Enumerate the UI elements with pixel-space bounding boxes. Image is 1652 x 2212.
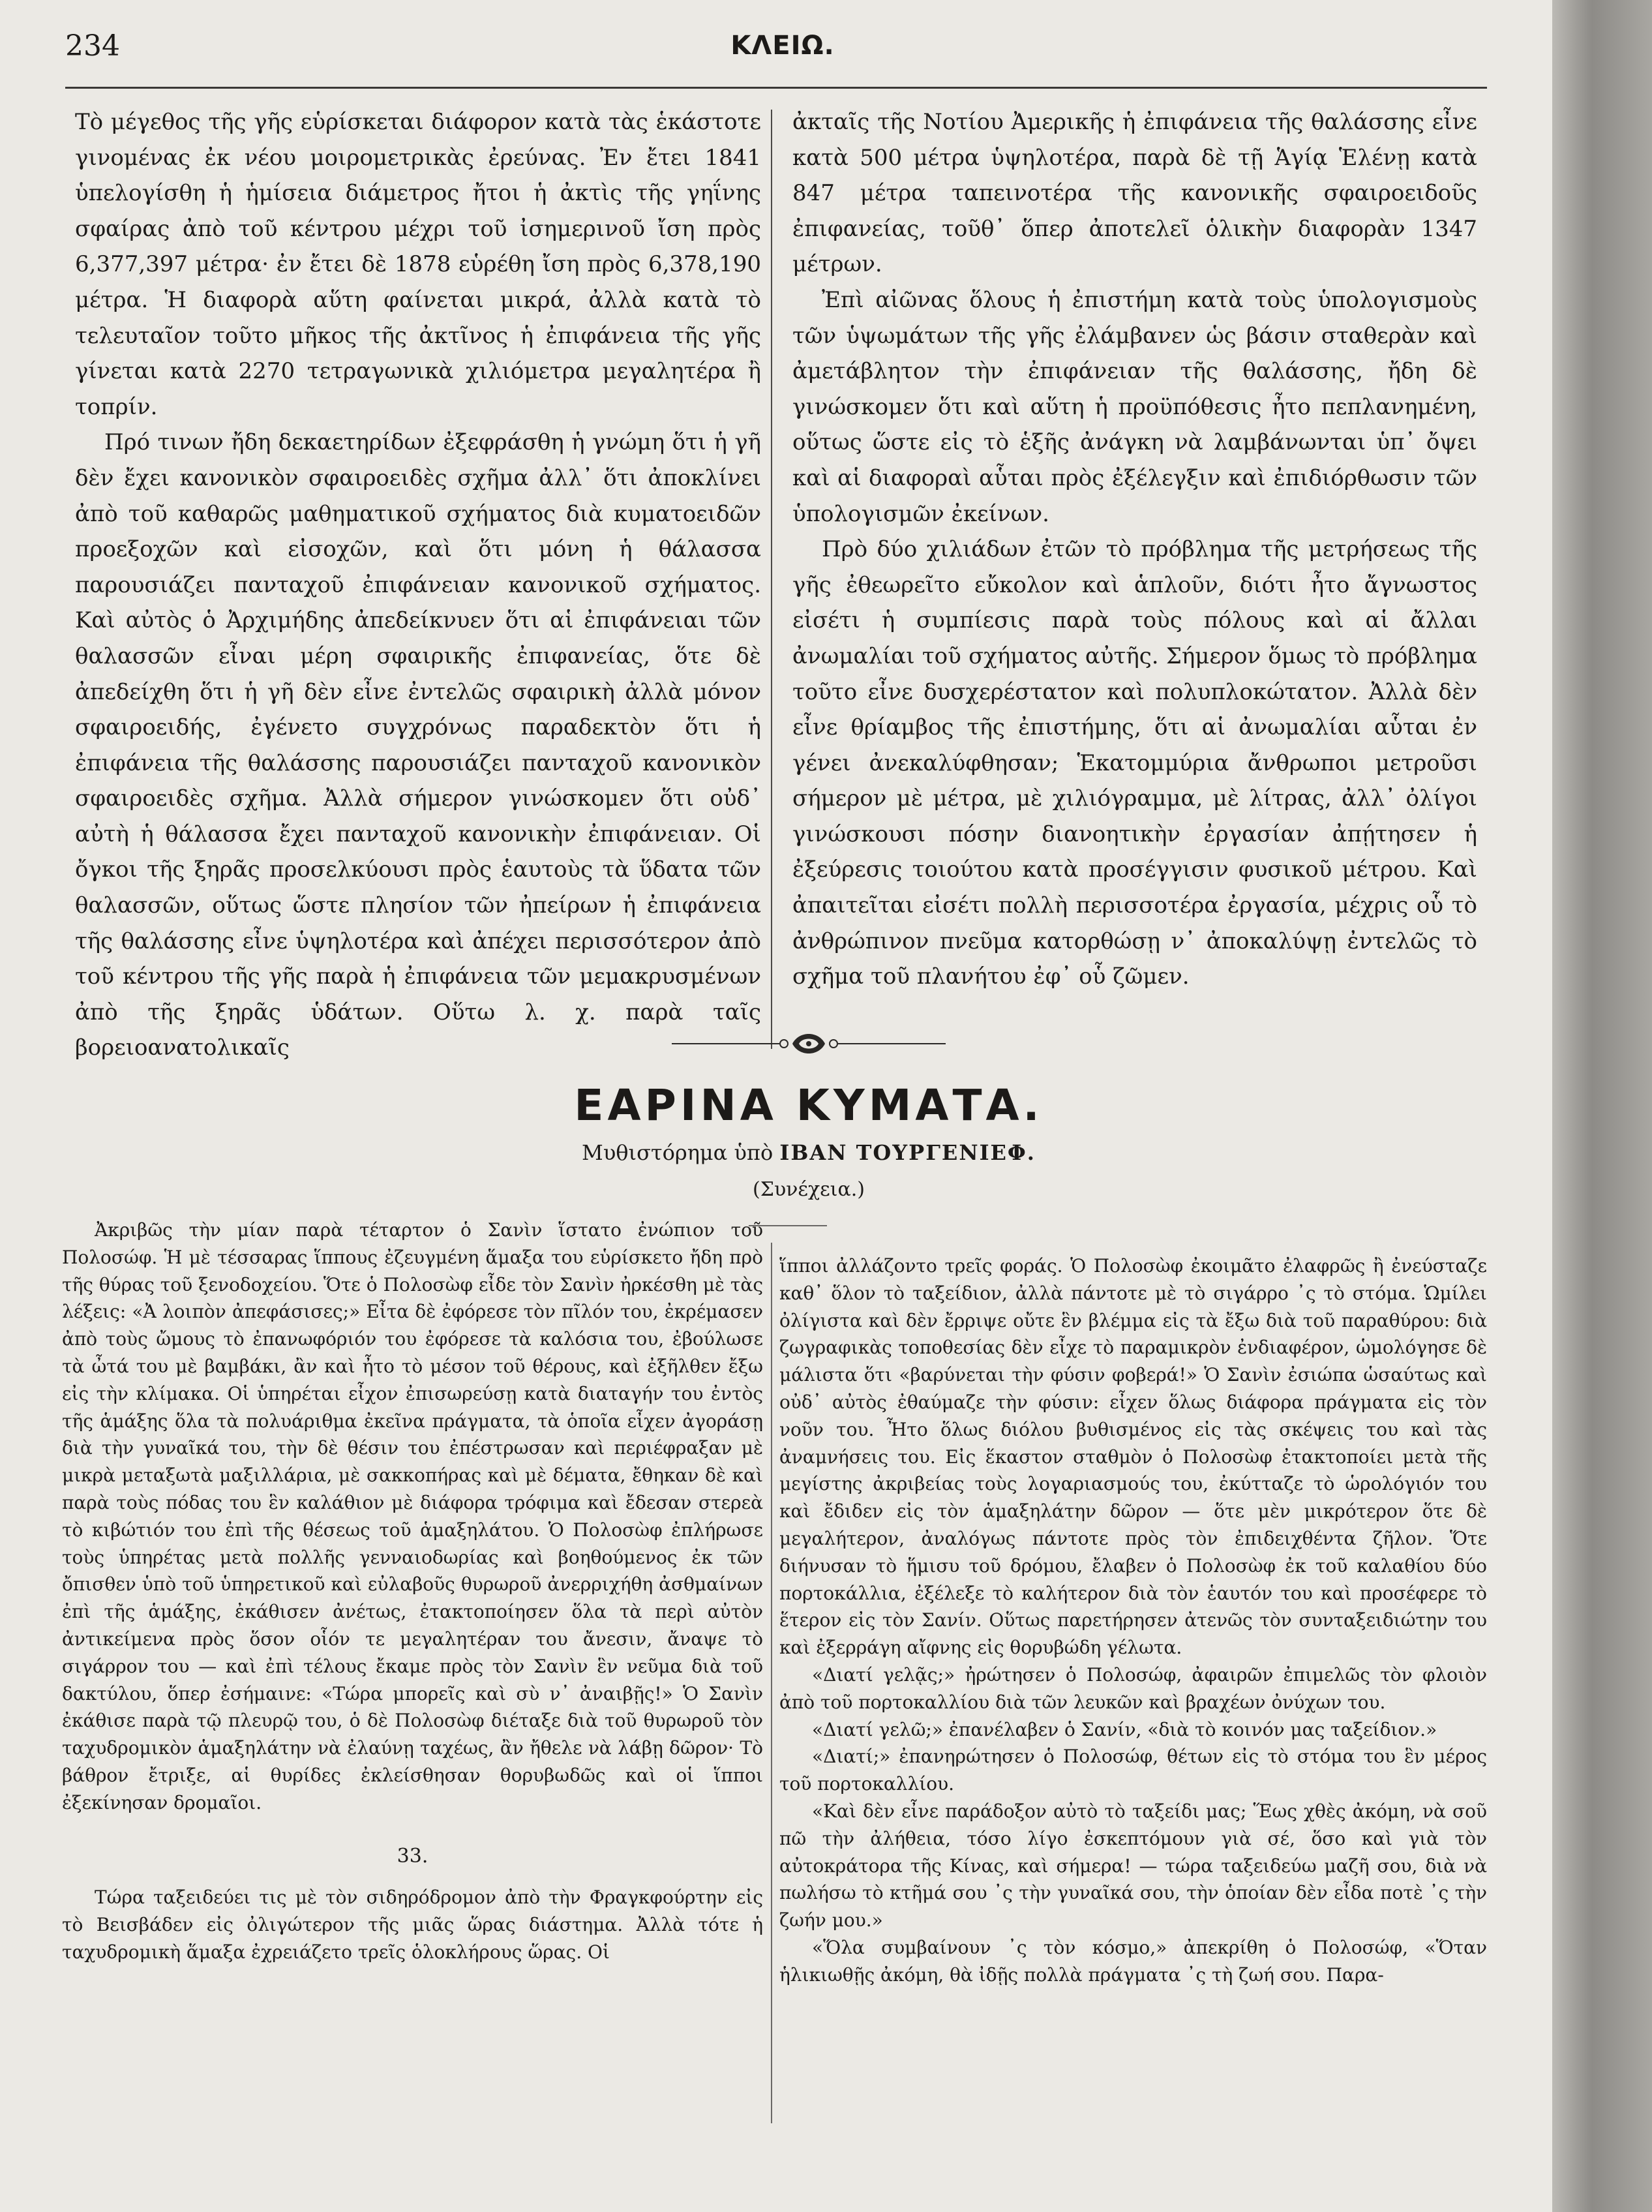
story-column-divider xyxy=(771,1243,772,2123)
story-paragraph: «Διατί;» ἐπανηρώτησεν ὁ Πολοσώφ, θέτων εἰς τὸ στόμα του ἓν μέρος τοῦ πορτοκαλλίου. xyxy=(779,1746,1487,1795)
story-paragraph: «Διατί γελᾷς;» ἠρώτησεν ὁ Πολοσώφ, ἀφαιρῶν ἐπιμελῶς τὸν φλοιὸν ἀπὸ τοῦ πορτοκαλλίου διὰ τῶν λευκῶν καὶ βραχέων ὀνύχων του. xyxy=(779,1663,1487,1713)
column-divider xyxy=(771,110,772,1049)
author-name: ΙΒΑΝ ΤΟΥΡΓΕΝΙΕΦ. xyxy=(779,1140,1036,1165)
article-paragraph: Πρό τινων ἤδη δεκαετηρίδων ἐξεφράσθη ἡ γνώμη ὅτι ἡ γῆ δὲν ἔχει κανονικὸν σφαιροειδὲς σχῆμα ἀλλ᾽ ὅτι ἀποκλίνει ἀπὸ τοῦ καθαρῶς μαθηματικοῦ σχήματος διὰ κυματοειδῶν προεξοχῶν καὶ εἰσοχῶν, καὶ ὅτι μόνη ἡ θάλασσα παρουσιάζει πανταχοῦ ἐπιφάνειαν κανονικοῦ σχήματος. Καὶ αὐτὸς ὁ Ἀρχιμήδης ἀπεδείκνυεν ὅτι αἱ ἐπιφάνειαι τῶν θαλασσῶν εἶναι μέρη σφαιρικῆς ἐπιφανείας, ὅτε δὲ ἀπεδείχθη ὅτι ἡ γῆ δὲν εἶνε ἐντελῶς σφαιρικὴ ἀλλὰ μόνον σφαιροειδής, ἐγένετο συγχρόνως παραδεκτὸν ὅτι ἡ ἐπιφάνεια τῆς θαλάσσης παρουσιάζει πανταχοῦ κανονικὸν σφαιροειδὲς σχῆμα. Ἀλλὰ σήμερον γινώσκομεν ὅτι οὐδ᾽ αὐτὴ ἡ θάλασσα ἔχει πανταχοῦ κανονικὴν ἐπιφάνειαν. Οἱ ὄγκοι τῆς ξηρᾶς προσελκύουσι πρὸς ἑαυτοὺς τὰ ὕδατα τῶν θαλασσῶν, οὕτως ὥστε πλησίον τῶν ἠπείρων ἡ ἐπιφάνεια τῆς θαλάσσης εἶνε ὑψηλοτέρα καὶ ἀπέχει περισσότερον ἀπὸ τοῦ κέντρου τῆς γῆς παρὰ ἡ ἐπιφάνεια τῶν μεμακρυσμένων ἀπὸ τῆς ξηρᾶς ὑδάτων. Οὕτω λ. χ. παρὰ ταῖς βορειοανατολικαῖς xyxy=(75,429,761,1061)
journal-title: ΚΛΕΙΩ. xyxy=(730,31,835,61)
subtitle-prefix: Μυθιστόρημα ὑπὸ xyxy=(582,1140,773,1165)
article-column-right xyxy=(792,104,1477,995)
page-number: 234 xyxy=(65,29,120,63)
story-paragraph: «Διατί γελῶ;» ἐπανέλαβεν ὁ Σανίν, «διὰ τὸ κοινόν μας ταξείδιον.» xyxy=(812,1718,1437,1740)
page-edge xyxy=(1552,0,1652,2212)
chapter-number: 33. xyxy=(397,1844,428,1868)
story-title: ΕΑΡΙΝΑ ΚΥΜΑΤΑ. xyxy=(574,1080,1044,1130)
story-paragraph: Ἀκριβῶς τὴν μίαν παρὰ τέταρτον ὁ Σανὶν ἵστατο ἐνώπιον τοῦ Πολοσώφ. Ἡ μὲ τέσσαρας ἵππους ἐζευγμένη ἅμαξα του εὑρίσκετο ἤδη πρὸ τῆς θύρας τοῦ ξενοδοχείου. Ὅτε ὁ Πολοσὼφ εἶδε τὸν Σανὶν ἠρκέσθη μὲ τὰς λέξεις: «Ἀ λοιπὸν ἀπεφάσισες;» Εἶτα δὲ ἐφόρεσε τὸν πῖλόν του, ἐκρέμασεν ἀπὸ τοὺς ὤμους τὸ ἐπανωφόριόν του ἐφόρεσε τὰ καλόσια του, ἐβούλωσε τὰ ὦτά του μὲ βαμβάκι, ἂν καὶ ἦτο τὸ μέσον τοῦ θέρους, καὶ ἐξῆλθεν ἔξω εἰς τὴν κλίμακα. Οἱ ὑπηρέται εἶχον ἐπισωρεύσῃ κατὰ διαταγήν του ἐντὸς τῆς ἁμάξης ὅλα τὰ πολυάριθμα ἐκεῖνα πράγματα, τὰ ὁποῖα εἶχεν ἀγοράσῃ διὰ τὴν γυναῖκά του, τὴν δὲ θέσιν του ἐπέστρωσαν καὶ περιέφραξαν μὲ μικρὰ μεταξωτὰ μαξιλλάρια, μὲ σακκοπήρας καὶ μὲ δέματα, ἔθηκαν δὲ καὶ παρὰ τοὺς πόδας του ἓν καλάθιον μὲ διάφορα τρόφιμα καὶ ἔδεσαν στερεὰ τὸ κιβώτιόν του ἐπὶ τῆς θέσεως τοῦ ἁμαξηλάτου. Ὁ Πολοσὼφ ἐπλήρωσε τοὺς ὑπηρέτας μετὰ πολλῆς γενναιοδωρίας καὶ βοηθούμενος ἐκ τῶν ὄπισθεν ὑπὸ τοῦ ὑπηρετικοῦ καὶ εὐλαβοῦς θυρωροῦ ἀνερριχήθη ἀσθμαίνων ἐπὶ τῆς ἁμάξης, ἐκάθισεν ἀνέτως, ἐτακτοποίησεν ὅλα τὰ περὶ αὐτὸν ἀντικείμενα πρὸς ὅσον οἷόν τε μεγαλητέραν του ἄνεσιν, ἄναψε τὸ σιγάρρον του — καὶ ἐπὶ τέλους ἔκαμε πρὸς τὸν Σανὶν ἓν νεῦμα διὰ τοῦ δακτύλου, ὅπερ ἐσήμαινε: «Τώρα μπορεῖς καὶ σὺ ν᾽ ἀναιβῇς!» Ὁ Σανὶν ἐκάθισε παρὰ τῷ πλευρῷ του, ὁ δὲ Πολοσὼφ διέταξε διὰ τοῦ θυρωροῦ τὸν ταχυδρομικὸν ἁμαξηλάτην νὰ ἐλαύνῃ ταχέως, ἂν ἤθελε νὰ λάβῃ δῶρον· Τὸ βάθρον ἔτριξε, αἱ θυρίδες ἐκλείσθησαν θορυβωδῶς καὶ οἱ ἵπποι ἐξεκίνησαν δρομαῖοι. xyxy=(62,1219,763,1813)
story-paragraph: «Ὅλα συμβαίνουν ᾽ς τὸν κόσμο,» ἀπεκρίθη ὁ Πολοσώφ, «Ὅταν ἡλικιωθῇς ἀκόμη, θὰ ἰδῇς πολλὰ πράγματα ᾽ς τὴ ζωή σου. Παρα- xyxy=(779,1936,1487,1986)
article-paragraph: Πρὸ δύο χιλιάδων ἐτῶν τὸ πρόβλημα τῆς μετρήσεως τῆς γῆς ἐθεωρεῖτο εὔκολον καὶ ἁπλοῦν, διότι ἦτο ἄγνωστος εἰσέτι ἡ συμπίεσις παρὰ τοὺς πόλους καὶ αἱ ἄλλαι ἀνωμαλίαι τοῦ σχήματος αὐτῆς. Σήμερον ὅμως τὸ πρόβλημα τοῦτο εἶνε δυσχερέστατον καὶ πολυπλοκώτατον. Ἀλλὰ δὲν εἶνε θρίαμβος τῆς ἐπιστήμης, ὅτι αἱ ἀνωμαλίαι αὗται ἐν γένει ἀνεκαλύφθησαν; Ἑκατομμύρια ἄνθρωποι μετροῦσι σήμερον μὲ μέτρα, μὲ χιλιόγραμμα, μὲ λίτρας, ἀλλ᾽ ὀλίγοι γινώσκουσι πόσην διανοητικὴν ἐργασίαν ἀπῄτησεν ἡ ἐξεύρεσις τοιούτου κατὰ προσέγγισιν φυσικοῦ μέτρου. Καὶ ἀπαιτεῖται εἰσέτι πολλὴ περισσοτέρα ἐργασία, μέχρις οὗ τὸ ἀνθρώπινον πνεῦμα κατορθώσῃ ν᾽ ἀποκαλύψῃ ἐντελῶς τὸ σχῆμα τοῦ πλανήτου ἐφ᾽ οὗ ζῶμεν. xyxy=(792,536,1477,990)
article-paragraph: Τὸ μέγεθος τῆς γῆς εὑρίσκεται διάφορον κατὰ τὰς ἑκάστοτε γινομένας ἐκ νέου μοιρομετρικὰς ἐρεύνας. Ἐν ἔτει 1841 ὑπελογίσθη ἡ ἡμίσεια διάμετρος ἤτοι ἡ ἀκτὶς τῆς γηΐνης σφαίρας ἀπὸ τοῦ κέντρου μέχρι τοῦ ἰσημερινοῦ ἴση πρὸς 6,377,397 μέτρα· ἐν ἔτει δὲ 1878 εὑρέθη ἴση πρὸς 6,378,190 μέτρα. Ἡ διαφορὰ αὕτη φαίνεται μικρά, ἀλλὰ κατὰ τὸ τελευταῖον τοῦτο μῆκος τῆς ἀκτῖνος ἡ ἐπιφάνεια τῆς γῆς γίνεται κατὰ 2270 τετραγωνικὰ χιλιόμετρα μεγαλητέρα ἢ τοπρίν. xyxy=(75,109,761,420)
story-subtitle xyxy=(391,1140,1226,1165)
page-header xyxy=(65,29,1500,75)
story-paragraph: Τώρα ταξειδεύει τις μὲ τὸν σιδηρόδρομον ἀπὸ τὴν Φραγκφούρτην εἰς τὸ Βεισβάδεν εἰς ὀλιγώτερον τῆς μιᾶς ὥρας διάστημα. Ἀλλὰ τότε ἡ ταχυδρομικὴ ἅμαξα ἐχρειάζετο τρεῖς ὁλοκλήρους ὥρας. Οἱ xyxy=(62,1886,763,1963)
article-paragraph: ἀκταῖς τῆς Νοτίου Ἀμερικῆς ἡ ἐπιφάνεια τῆς θαλάσσης εἶνε κατὰ 500 μέτρα ὑψηλοτέρα, παρὰ δὲ τῇ Ἁγίᾳ Ἑλένῃ κατὰ 847 μέτρα ταπεινοτέρα τῆς κανονικῆς σφαιροειδοῦς ἐπιφανείας, τοῦθ᾽ ὅπερ ἀποτελεῖ ὁλικὴν διαφορὰν 1347 μέτρων. xyxy=(792,109,1477,278)
header-rule xyxy=(65,87,1487,89)
ornament-divider xyxy=(672,1027,946,1060)
story-column-left xyxy=(62,1217,763,1966)
story-paragraph: «Καὶ δὲν εἶνε παράδοξον αὐτὸ τὸ ταξείδι μας; Ἕως χθὲς ἀκόμη, νὰ σοῦ πῶ τὴν ἀλήθεια, τόσο λίγο ἐσκεπτόμουν γιὰ σέ, ὅσο καὶ γιὰ τὸν αὐτοκράτορα τῆς Κίνας, καὶ σήμερα! — τώρα ταξειδεύω μαζῆ σου, διὰ νὰ πωλήσω τὸ κτῆμά σου ᾽ς τὴν γυναῖκά σου, τὴν ὁποίαν δὲν εἶδα ποτὲ ᾽ς τὴν ζωήν μου.» xyxy=(779,1800,1487,1932)
story-paragraph: ἵπποι ἀλλάζοντο τρεῖς φοράς. Ὁ Πολοσὼφ ἐκοιμᾶτο ἐλαφρῶς ἢ ἐνεύσταζε καθ᾽ ὅλον τὸ ταξείδιον, ἀλλὰ πάντοτε μὲ τὸ σιγάρρο ᾽ς τὸ στόμα. Ὡμίλει ὀλίγιστα καὶ δὲν ἔρριψε οὔτε ἓν βλέμμα εἰς τὰ ἔξω διὰ τοῦ παραθύρου: διὰ ζωγραφικὰς τοποθεσίας δὲν εἶχε τὸ παραμικρὸν ἐνδιαφέρον, ὡμολόγησε δὲ μάλιστα ὅτι «βαρύνεται τὴν φύσιν φοβερά!» Ὁ Σανὶν ἐσιώπα ὡσαύτως καὶ οὐδ᾽ αὐτὸς ἐθαύμαζε τὴν φύσιν: εἶχεν ὅλως διάφορα πράγματα εἰς τὸν νοῦν του. Ἦτο ὅλως διόλου βυθισμένος εἰς τὰς σκέψεις του καὶ τὰς ἀναμνήσεις του. Εἰς ἕκαστον σταθμὸν ὁ Πολοσὼφ ἐτακτοποίει μετὰ τῆς μεγίστης ἀκριβείας τοὺς λογαριασμούς του, ἐκύτταζε τὸ ὡρολόγιόν του καὶ ἔδιδεν εἰς τὸν ἁμαξηλάτην δῶρον — ὅτε μὲν μικρότερον ὅτε δὲ μεγαλήτερον, ἀναλόγως πάντοτε πρὸς τὸν ἐπιδειχθέντα ζῆλον. Ὅτε διήνυσαν τὸ ἥμισυ τοῦ δρόμου, ἔλαβεν ὁ Πολοσὼφ ἐκ τοῦ καλαθίου δύο πορτοκάλλια, ἐξέλεξε τὸ καλήτερον διὰ τὸν ἑαυτόν του καὶ προσέφερε τὸ ἕτερον εἰς τὸν Σανίν. Οὕτως παρετήρησεν ἀτενῶς τὸν συνταξειδιώτην του καὶ ἐξερράγη αἴφνης εἰς θορυβώδη γέλωτα. xyxy=(779,1255,1487,1659)
story-column-right xyxy=(779,1252,1487,1989)
story-heading xyxy=(391,1076,1226,1201)
article-paragraph: Ἐπὶ αἰῶνας ὅλους ἡ ἐπιστήμη κατὰ τοὺς ὑπολογισμοὺς τῶν ὑψωμάτων τῆς γῆς ἐλάμβανεν ὡς βάσιν σταθερὰν καὶ ἀμετάβλητον τὴν ἐπιφάνειαν τῆς θαλάσσης, ἤδη δὲ γινώσκομεν ὅτι καὶ αὕτη ἡ προϋπόθεσις ἦτο πεπλανημένη, οὕτως ὥστε εἰς τὸ ἑξῆς ἀνάγκη νὰ λαμβάνωνται ὑπ᾽ ὄψει καὶ αἱ διαφοραὶ αὗται πρὸς ἐξέλεγξιν καὶ ἐπιδιόρθωσιν τῶν ὑπολογισμῶν ἐκείνων. xyxy=(792,286,1477,527)
continuation-note: (Συνέχεια.) xyxy=(753,1178,865,1201)
article-column-left xyxy=(75,104,761,1066)
